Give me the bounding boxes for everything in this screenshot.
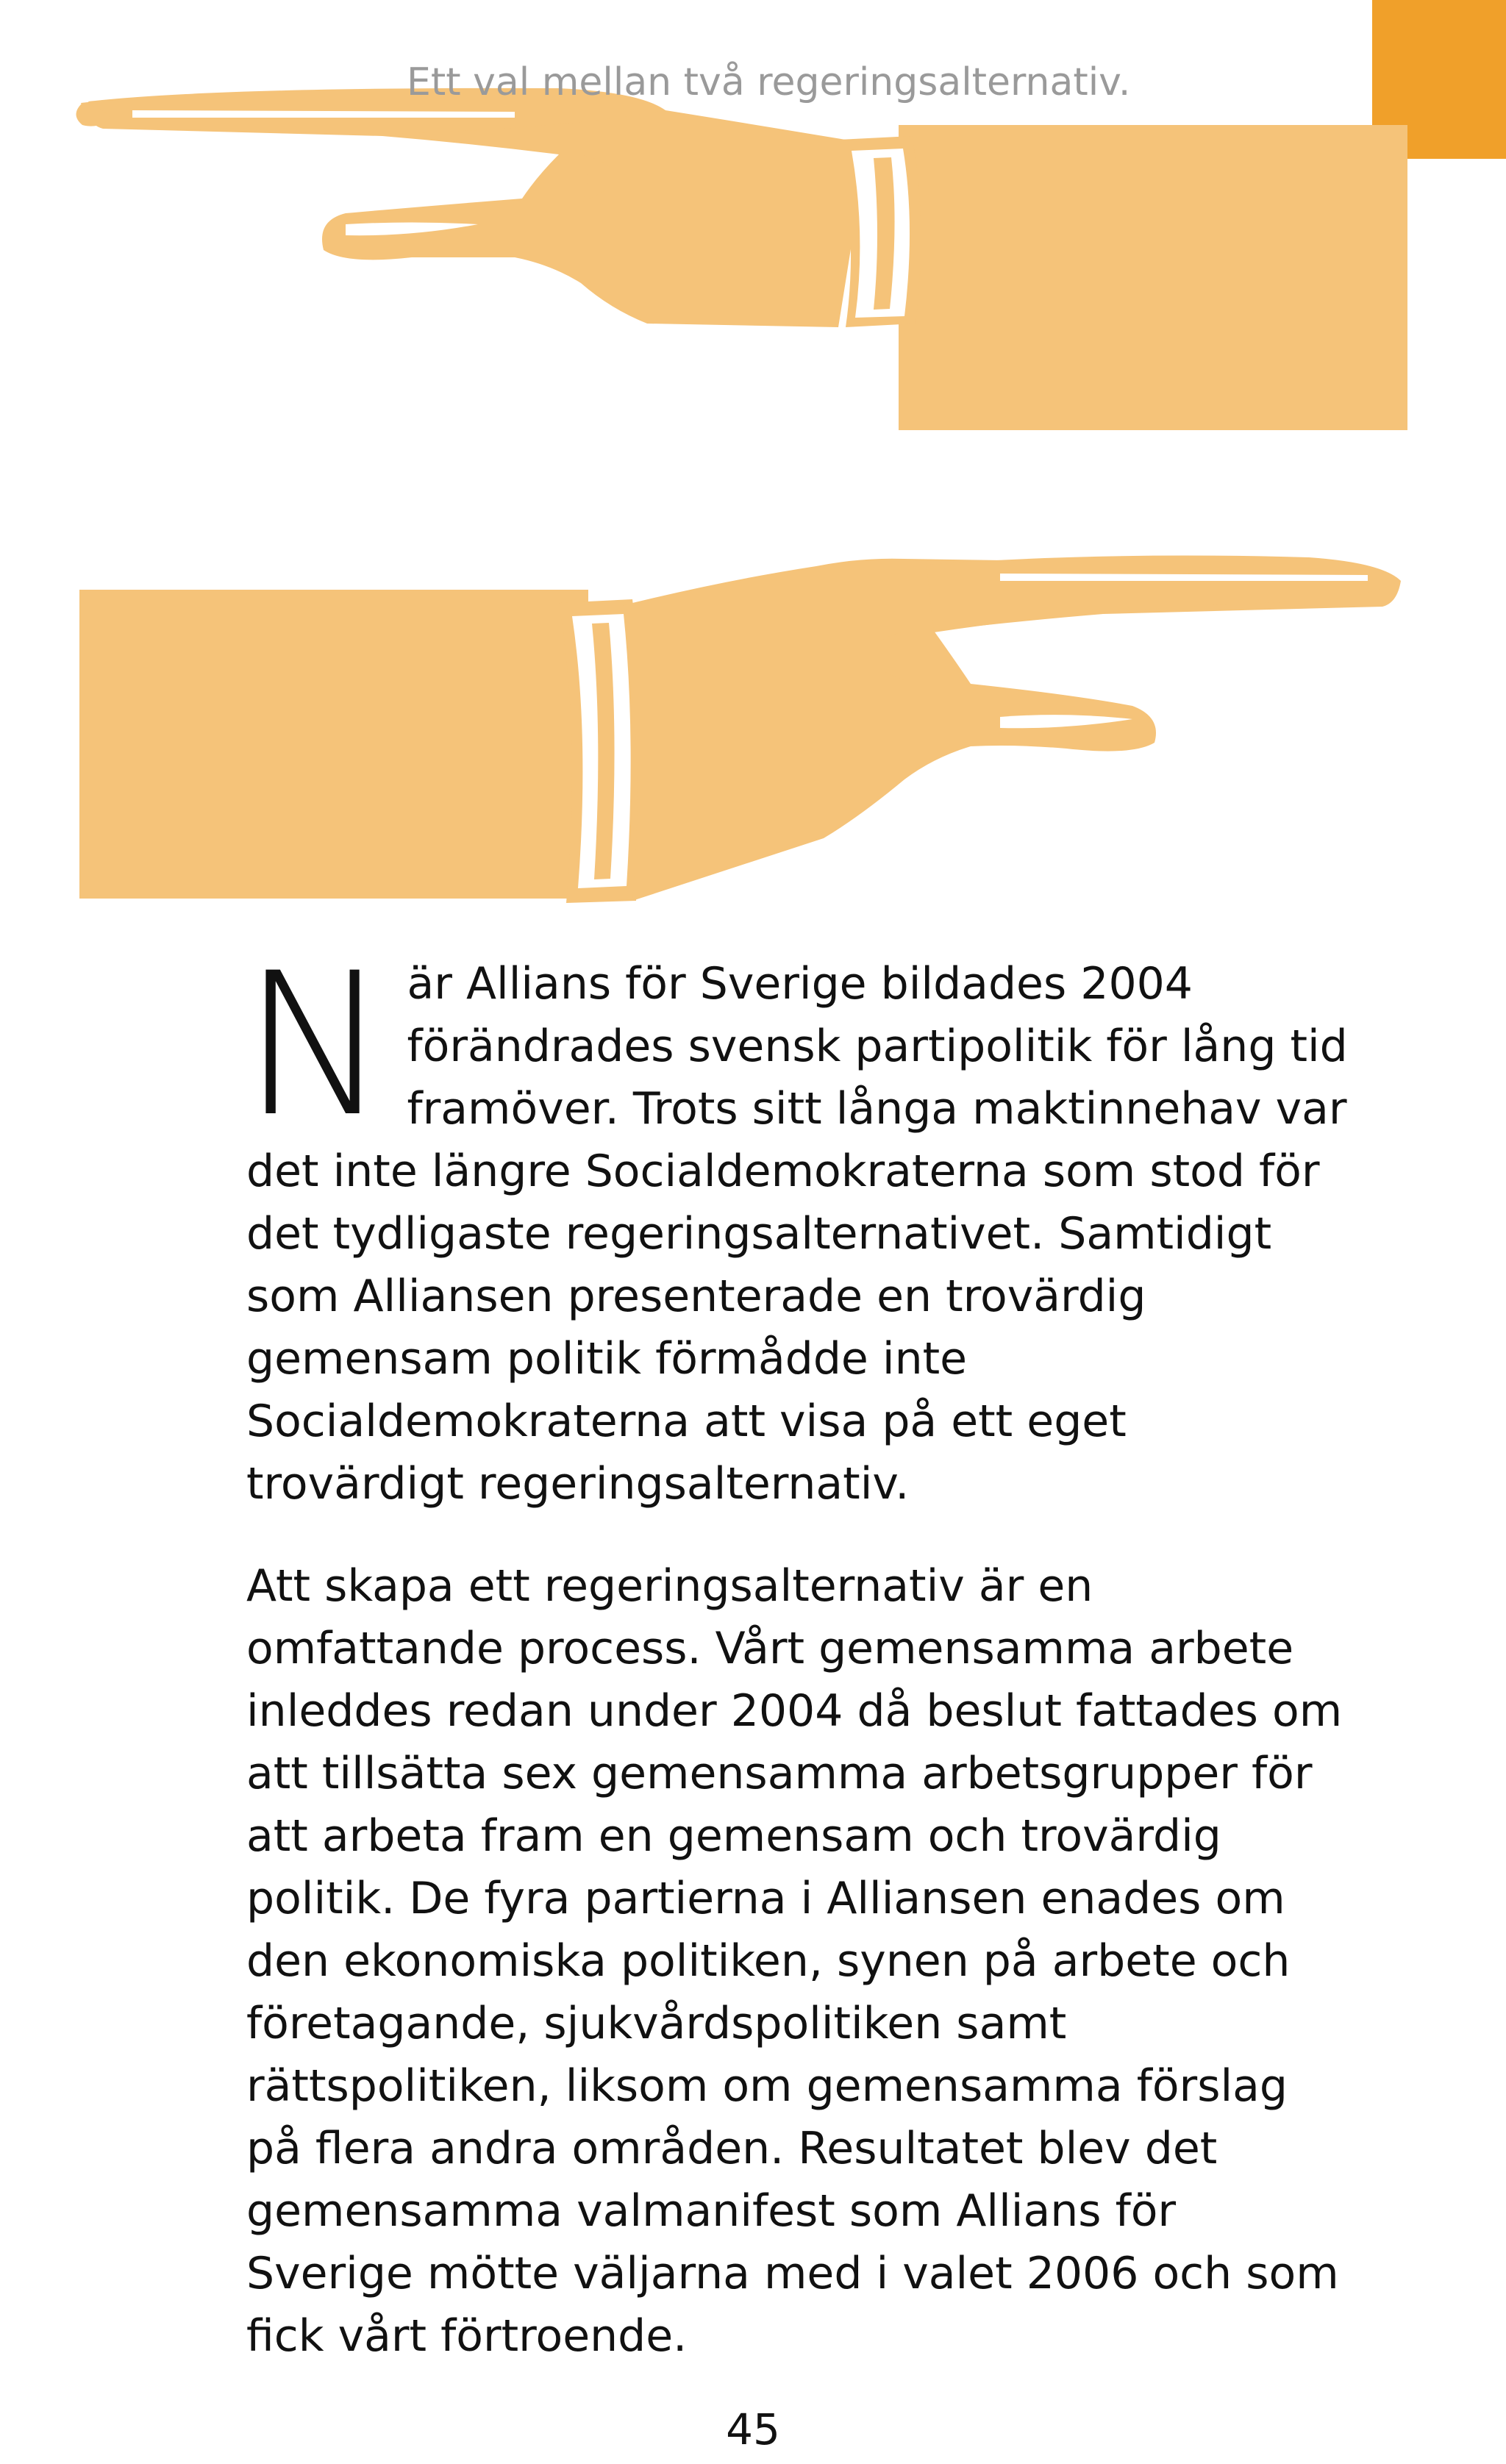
paragraph-1 [242, 931, 1349, 1515]
paragraph-1-text: är Allians för Sverige bildades 2004 förändrades svensk partipolitik för lång tid framöver. Trots sitt långa maktinnehav var det inte längre Socialdemokraterna som stod för det tydligaste regeringsalternativet. Samtidigt som Alliansen presenterade en trovärdig gemensam politik förmådde inte Socialdemokraterna att visa på ett eget trovärdigt regeringsalternativ. [246, 958, 1348, 1510]
article-body [242, 931, 1349, 2368]
pointing-right-hand-icon [79, 556, 1401, 903]
pointing-hands-illustration [0, 0, 1506, 912]
pointing-left-hand-icon [76, 88, 1408, 430]
running-header: Ett val mellan två regeringsalternativ. [407, 60, 1131, 104]
paragraph-2: Att skapa ett regeringsalternativ är en omfattande process. Vårt gemensamma arbete inleddes redan under 2004 då beslut fattades om att tillsätta sex gemensamma arbetsgrupper för att arbeta fram en gemensam och trovärdig politik. De fyra partierna i Alliansen enades om den ekonomiska politiken, synen på arbete och företagande, sjukvårdspolitiken samt rättspolitiken, liksom om gemensamma förslag på flera andra områden. Resultatet blev det gemensamma valmanifest som Allians för Sverige mötte väljarna med i valet 2006 och som fick vårt förtroende. [246, 1560, 1343, 2362]
page-number: 45 [726, 2404, 780, 2454]
drop-cap: N [242, 931, 390, 1160]
